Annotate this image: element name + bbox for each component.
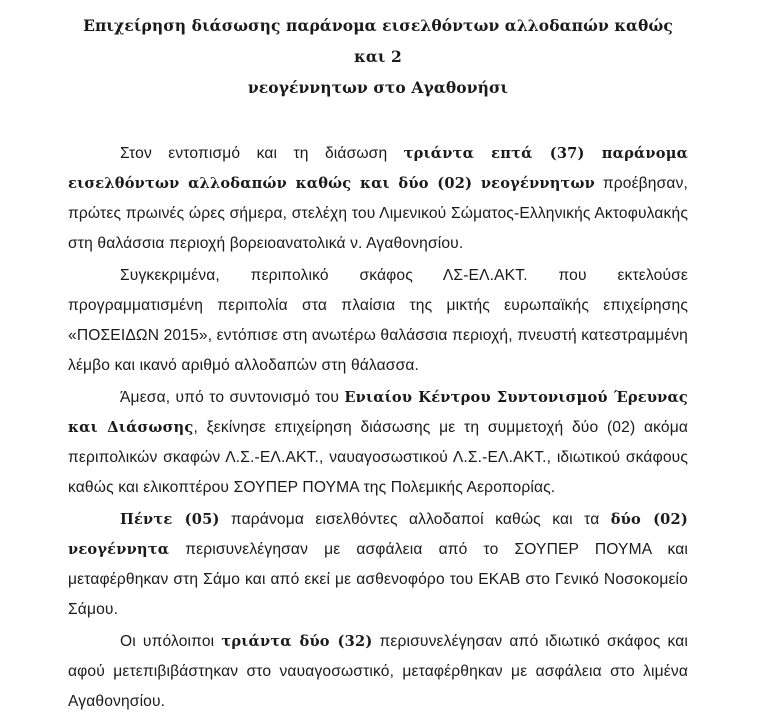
paragraph-5 — [68, 627, 688, 719]
paragraph-3 — [68, 383, 688, 505]
bold-text-run: Ενιαίου Κέντρου Συντονισμού Έρευνας και Διάσωσης — [68, 389, 688, 436]
text-run: Άμεσα, υπό το συντονισμό του — [120, 389, 345, 406]
text-run: Οι υπόλοιποι — [120, 633, 222, 650]
bold-text-run: τριάντα δύο (32) — [221, 633, 373, 650]
bold-text-run: τριάντα επτά (37) παράνομα εισελθόντων αλλοδαπών καθώς και δύο (02) νεογέννητων — [68, 145, 689, 192]
text-run: Στον εντοπισμό και τη διάσωση — [120, 145, 404, 162]
bold-text-run: δύο (02) νεογέννητα — [68, 511, 688, 558]
text-run: περισυνελέγησαν από ιδιωτικό σκάφος και αφού μετεπιβιβάστηκαν στο ναυαγοσωστικό, μεταφέρθηκαν με ασφάλεια στο λιμένα Αγαθονησίου. — [68, 633, 688, 710]
bold-text-run: Πέντε (05) — [120, 511, 220, 528]
title-line-1: Επιχείρηση διάσωσης παράνομα εισελθόντων αλλοδαπών καθώς και 2 — [83, 16, 673, 66]
paragraph-1 — [68, 139, 688, 261]
text-run: προέβησαν, πρώτες πρωινές ώρες σήμερα, στελέχη του Λιμενικού Σώματος-Ελληνικής Ακτοφυλακής στη θαλάσσια περιοχή βορειοανατολικά ν. Αγαθονησίου. — [68, 175, 688, 252]
text-run: περισυνελέγησαν με ασφάλεια από το ΣΟΥΠΕΡ ΠΟΥΜΑ και μεταφέρθηκαν στη Σάμο και από εκεί με ασθενοφόρο του ΕΚΑΒ στο Γενικό Νοσοκομείο Σάμου. — [68, 541, 688, 618]
text-run: παράνομα εισελθόντες αλλοδαποί καθώς και τα — [219, 511, 611, 528]
text-run: , ξεκίνησε επιχείρηση διάσωσης με τη συμμετοχή δύο (02) ακόμα περιπολικών σκαφών Λ.Σ.-ΕΛ.ΑΚΤ., ναυαγοσωστικού Λ.Σ.-ΕΛ.ΑΚΤ., ιδιωτικού σκάφους καθώς και ελικοπτέρου ΣΟΥΠΕΡ ΠΟΥΜΑ της Πολεμικής Αεροπορίας. — [68, 419, 688, 496]
document-title — [68, 10, 688, 103]
document-body — [68, 139, 688, 719]
title-line-2: νεογέννητων στο Αγαθονήσι — [247, 78, 509, 97]
paragraph-4 — [68, 505, 688, 627]
paragraph-2 — [68, 261, 688, 383]
text-run: Συγκεκριμένα, περιπολικό σκάφος ΛΣ-ΕΛ.ΑΚΤ. που εκτελούσε προγραμματισμένη περιπολία στα πλαίσια της μικτής ευρωπαϊκής επιχείρησης «ΠΟΣΕΙΔΩΝ 2015», εντόπισε στη ανωτέρω θαλάσσια περιοχή, πνευστή κατεστραμμένη λέμβο και ικανό αριθμό αλλοδαπών στη θάλασσα. — [68, 267, 688, 374]
